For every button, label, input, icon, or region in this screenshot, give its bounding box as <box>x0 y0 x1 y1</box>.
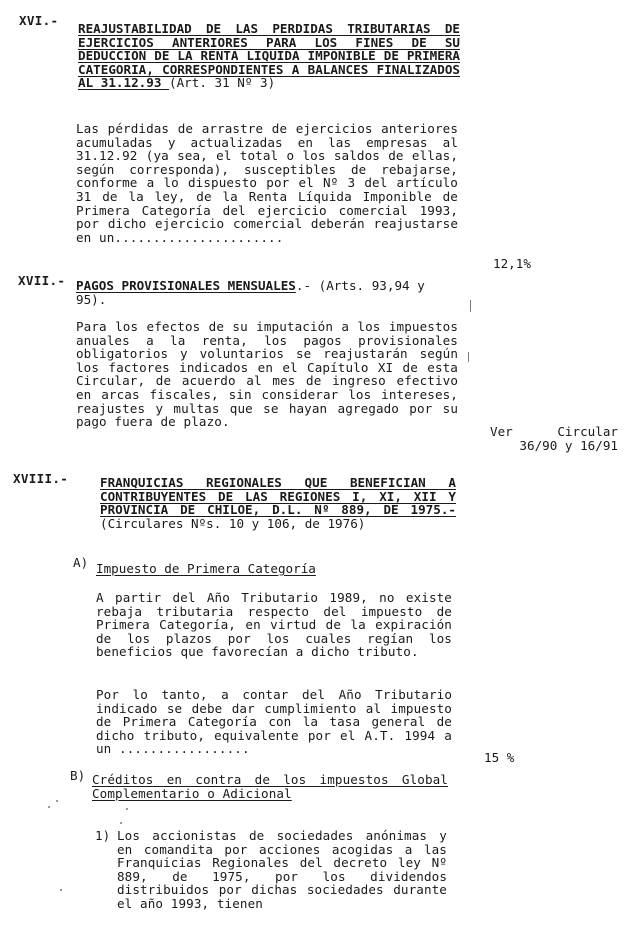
section-title-xvi-text: REAJUSTABILIDAD DE LAS PERDIDAS TRIBUTARIAS DE EJERCICIOS ANTERIORES PARA LOS FINES DE SU DEDUCCION DE LA RENTA LIQUIDA IMPONIBLE DE PRIMERA CATEGORIA, CORRESPONDIENTES A BALANCES FINALIZADOS AL 31.12.93 <box>78 21 460 91</box>
section-xvi-paragraph: Las pérdidas de arrastre de ejercicios anteriores acumuladas y actualizadas en las empresas al 31.12.92 (ya sea, el total o los saldos de ellas, según corresponda), susceptibles de rebajarse, conforme a lo dispuesto por el Nº 3 del artículo 31 de la ley, de la Renta Líquida Imponible de Primera Categoría del ejercicio comercial 1993, por dicho ejercicio comercial deberán reajustarse en un...................... <box>76 121 458 245</box>
side-value-xviii-a: 15 % <box>484 750 515 765</box>
section-title-xvii-ref: .- (Arts. 93,94 y 95). <box>76 278 425 307</box>
section-title-xvii-text: PAGOS PROVISIONALES MENSUALES <box>76 278 296 293</box>
subsection-a-heading: Impuesto de Primera Categoría <box>96 561 316 576</box>
section-xvii-paragraph: Para los efectos de su imputación a los impuestos anuales a la renta, los pagos provisionales obligatorios y voluntarios se reajustarán según los factores indicados en el Capítulo XI de esta Circular, de acuerdo al mes de ingreso efectivo en arcas fiscales, sin considerar los intereses, reajustes y multas que se hayan agregado por su pago fuera de plazo. <box>76 319 458 430</box>
section-title-xviii <box>100 476 456 530</box>
section-number-xviii: XVIII.- <box>13 471 69 486</box>
side-note-xvii: Ver Circular 36/90 y 16/91 <box>490 424 618 453</box>
section-title-xviii-ref: (Circulares Nºs. 10 y 106, de 1976) <box>100 515 366 531</box>
side-value-xvi: 12,1% <box>493 256 531 271</box>
subsection-a-paragraph-1: A partir del Año Tributario 1989, no existe rebaja tributaria respecto del impuesto de Primera Categoría, en virtud de la expiración de los plazos por los cuales regían los beneficios que favorecían a dicho tributo. <box>96 590 452 660</box>
section-title-xvi-ref: (Art. 31 Nº 3) <box>169 75 276 91</box>
subsection-b-heading: Créditos en contra de los impuestos Global Complementario o Adicional <box>92 772 448 801</box>
subsection-b-label: B) <box>70 768 86 783</box>
subsection-a-paragraph-2: Por lo tanto, a contar del Año Tributario indicado se debe dar cumplimiento al impuesto de Primera Categoría con la tasa general de dicho tributo, equivalente por el A.T. 1994 a un ................. <box>96 687 452 757</box>
section-number-xvi: XVI.- <box>19 13 59 28</box>
item-1-label: 1) <box>95 828 111 843</box>
item-1-text: Los accionistas de sociedades anónimas y en comandita por acciones acogidas a las Franquicias Regionales del decreto ley Nº 889, de 1975, por los dividendos distribuidos por dichas sociedades durante el año 1993, tienen <box>117 828 447 911</box>
section-number-xvii: XVII.- <box>18 273 66 288</box>
subsection-a-label: A) <box>73 555 89 570</box>
section-title-xvi <box>78 22 460 90</box>
section-title-xvii <box>76 279 462 306</box>
section-title-xviii-text: FRANQUICIAS REGIONALES QUE BENEFICIAN A CONTRIBUYENTES DE LAS REGIONES I, XI, XII Y PROVINCIA DE CHILOE, D.L. Nº 889, DE 1975.- <box>100 475 456 518</box>
